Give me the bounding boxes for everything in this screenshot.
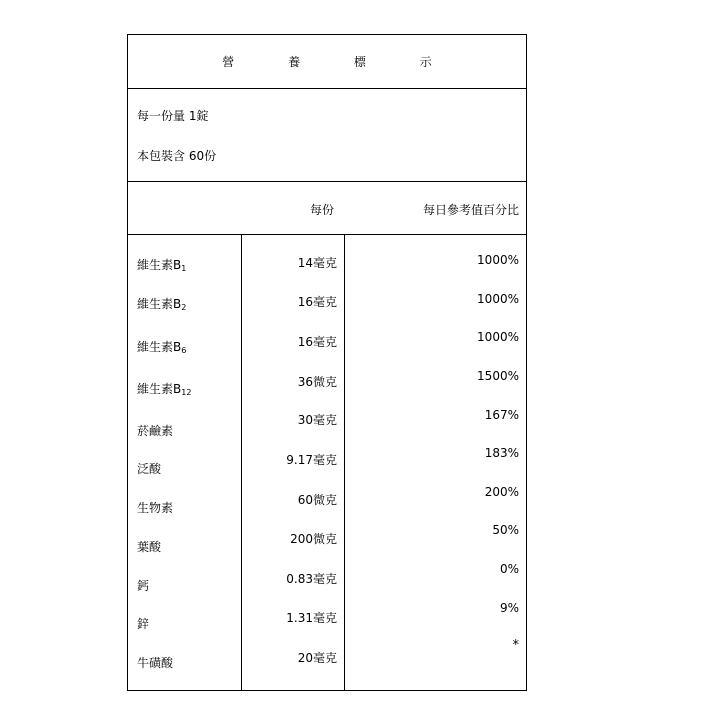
nutrient-amount: 0.83毫克: [286, 572, 337, 586]
divider: [128, 88, 526, 89]
nutrient-daily-value: 1000%: [477, 292, 519, 306]
nutrient-daily-value: 1000%: [477, 330, 519, 344]
nutrient-amount: 36微克: [297, 375, 337, 389]
nutrient-daily-value: 50%: [492, 523, 519, 537]
nutrient-name: 維生素$B_1$: [137, 258, 187, 273]
nutrient-daily-value: 1500%: [477, 369, 519, 383]
column-header-daily-value: 每日參考值百分比: [422, 203, 519, 217]
nutrient-daily-value: 183%: [484, 446, 519, 460]
nutrient-name: 生物素: [137, 501, 174, 515]
nutrient-amount: 9.17毫克: [286, 453, 337, 467]
nutrient-daily-value: 0%: [499, 562, 519, 576]
nutrient-name: 維生素$B_2$: [137, 297, 187, 312]
nutrient-amount: 60微克: [297, 493, 337, 507]
nutrient-amount: 200微克: [290, 532, 337, 546]
column-divider: [241, 234, 242, 690]
nutrient-daily-value: 200%: [484, 485, 519, 499]
divider: [128, 181, 526, 182]
nutrient-name: 鈣: [137, 579, 150, 593]
servings-per-package: 本包裝含 60份: [137, 149, 217, 163]
nutrient-amount: 14毫克: [297, 256, 337, 270]
nutrient-daily-value: 167%: [484, 408, 519, 422]
nutrient-name: 菸鹼素: [137, 424, 174, 438]
nutrient-amount: 30毫克: [297, 413, 337, 427]
nutrient-name: 泛酸: [137, 462, 162, 476]
nutrient-name: 葉酸: [137, 540, 162, 554]
nutrient-name: 鋅: [137, 617, 150, 631]
nutrition-table: [127, 34, 527, 691]
nutrient-amount: 1.31毫克: [286, 611, 337, 625]
nutrient-amount: 16毫克: [297, 295, 337, 309]
nutrient-daily-value: 1000%: [477, 253, 519, 267]
column-header-per-serving: 每份: [310, 203, 335, 217]
nutrient-amount: 20毫克: [297, 651, 337, 665]
nutrient-daily-value: 9%: [499, 601, 519, 615]
nutrient-daily-value: *: [512, 638, 519, 653]
column-divider: [344, 234, 345, 690]
nutrient-name: 維生素$B_6$: [137, 340, 187, 355]
nutrient-name: 牛磺酸: [137, 656, 174, 670]
divider: [128, 234, 526, 235]
label-title: 營 養 標 示: [222, 55, 457, 69]
nutrient-amount: 16毫克: [297, 335, 337, 349]
nutrient-name: 維生素$B_{12}$: [137, 382, 192, 397]
serving-size: 每一份量 1錠: [137, 109, 209, 123]
